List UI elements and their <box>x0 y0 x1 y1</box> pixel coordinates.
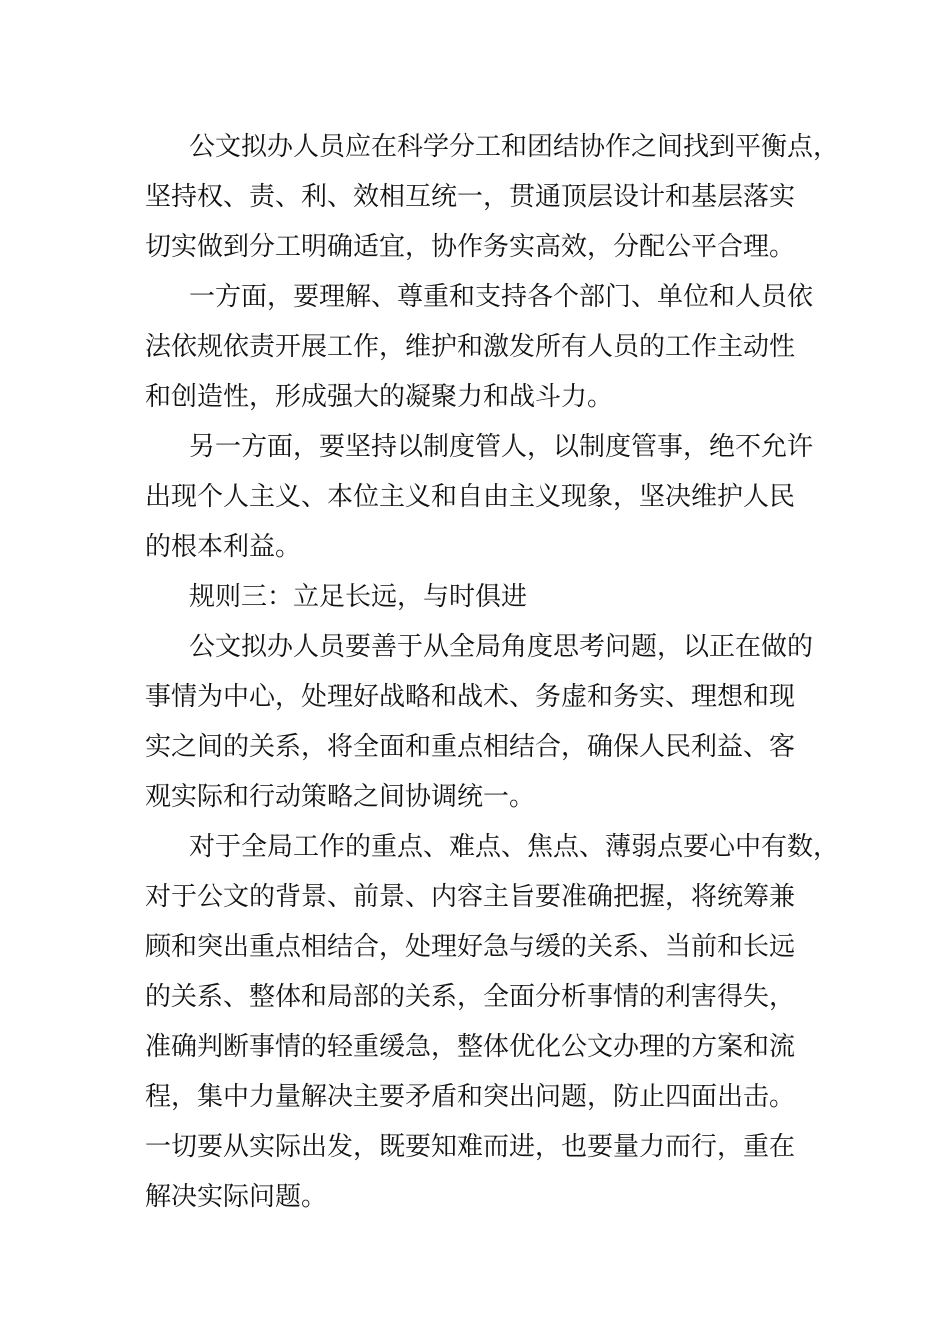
text-line: 实之间的关系，将全面和重点相结合，确保人民利益、客 <box>145 732 796 762</box>
paragraph-on-one-hand <box>145 272 835 422</box>
paragraph-key-points <box>145 822 840 1222</box>
text-line: 公文拟办人员要善于从全局角度思考问题，以正在做的 <box>189 632 814 662</box>
text-line: 对于公文的背景、前景、内容主旨要准确把握，将统筹兼 <box>145 882 796 912</box>
text-line: 事情为中心，处理好战略和战术、务虚和务实、理想和现 <box>145 682 796 712</box>
text-line: 法依规依责开展工作，维护和激发所有人员的工作主动性 <box>145 332 796 362</box>
text-line: 的根本利益。 <box>145 532 302 562</box>
text-line: 一切要从实际出发，既要知难而进，也要量力而行，重在 <box>145 1132 796 1162</box>
paragraph-global-perspective <box>145 622 835 822</box>
text-line: 切实做到分工明确适宜，协作务实高效，分配公平合理。 <box>145 232 796 262</box>
text-line: 和创造性，形成强大的凝聚力和战斗力。 <box>145 382 614 412</box>
text-line: 另一方面，要坚持以制度管人，以制度管事，绝不允许 <box>189 432 814 462</box>
text-line: 公文拟办人员应在科学分工和团结协作之间找到平衡点， <box>189 132 840 162</box>
text-line: 出现个人主义、本位主义和自由主义现象，坚决维护人民 <box>145 482 796 512</box>
section-heading-rule-three: 规则三：立足长远，与时俱进 <box>189 582 528 612</box>
text-line: 对于全局工作的重点、难点、焦点、薄弱点要心中有数， <box>189 832 840 862</box>
text-line: 顾和突出重点相结合，处理好急与缓的关系、当前和长远 <box>145 932 796 962</box>
text-line: 观实际和行动策略之间协调统一。 <box>145 782 536 812</box>
text-line: 坚持权、责、利、效相互统一，贯通顶层设计和基层落实 <box>145 182 796 212</box>
text-line: 的关系、整体和局部的关系，全面分析事情的利害得失， <box>145 982 796 1012</box>
paragraph-division-of-labor <box>145 122 840 272</box>
document-body <box>145 122 840 1222</box>
text-line: 解决实际问题。 <box>145 1182 328 1212</box>
text-line: 程，集中力量解决主要矛盾和突出问题，防止四面出击。 <box>145 1082 796 1112</box>
text-line: 准确判断事情的轻重缓急，整体优化公文办理的方案和流 <box>145 1032 796 1062</box>
text-line: 一方面，要理解、尊重和支持各个部门、单位和人员依 <box>189 282 814 312</box>
paragraph-on-other-hand <box>145 422 835 572</box>
